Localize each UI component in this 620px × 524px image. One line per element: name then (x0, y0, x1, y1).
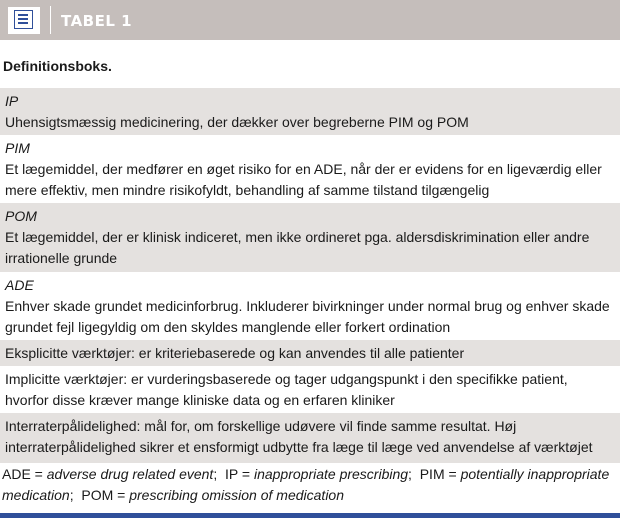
table-row (0, 272, 620, 340)
row-definition: Et lægemiddel, der er klinisk indiceret, men ikke ordineret pga. aldersdiskrimination eller andre irrationelle grunde (5, 229, 590, 266)
row-term: POM (5, 208, 37, 224)
table-row (0, 413, 620, 463)
footnote-abbr: ADE (2, 466, 31, 482)
row-definition: Enhver skade grundet medicinforbrug. Inkluderer bivirkninger under normal brug og enhver skade grundet fejl ligegyldig om den skyldes manglende eller forkert ordination (5, 298, 610, 335)
footnote-expansion: adverse drug related event (46, 466, 214, 482)
table-row (0, 88, 620, 135)
footnote-abbr: PIM (419, 466, 445, 482)
row-definition: Implicitte værktøjer: er vurderingsbaserede og tager udgangspunkt i den specifikke patient, hvorfor disse kræver mange kliniske data og en erfaren kliniker (5, 371, 568, 408)
table-header-bar (0, 0, 620, 40)
row-definition: Uhensigtsmæssig medicinering, der dækker over begreberne PIM og POM (5, 114, 469, 130)
row-definition: Interraterpålidelighed: mål for, om forskellige udøvere vil finde samme resultat. Høj interraterpålidelighed sikrer et ensformigt udbytte fra læge til læge ved anvendelse af værktøjet (5, 418, 593, 455)
table-title: TABEL 1 (61, 12, 133, 30)
table-row (0, 135, 620, 203)
footnote-expansion: inappropriate prescribing (253, 466, 409, 482)
table-caption: Definitionsboks. (3, 58, 112, 74)
table-row (0, 340, 620, 366)
definitions-table (0, 88, 620, 463)
row-definition: Eksplicitte værktøjer: er kriteriebaserede og kan anvendes til alle patienter (5, 345, 465, 361)
row-term: PIM (5, 140, 30, 156)
row-term: ADE (5, 277, 34, 293)
table-row (0, 366, 620, 413)
footnote-abbr: POM (81, 487, 114, 503)
footnote-abbr: IP (225, 466, 238, 482)
abbreviations-footnote: ADE = adverse drug related event; IP = inappropriate prescribing; PIM = potentially inappropriate medication; POM = prescribing omission of medication (2, 466, 610, 503)
document-icon (8, 7, 40, 34)
row-definition: Et lægemiddel, der medfører en øget risiko for en ADE, når der er evidens for en ligeværdig eller mere effektiv, men mindre risikofyldt, behandling af samme tilstand tilgængelig (5, 161, 602, 198)
table-row (0, 203, 620, 272)
footnote-expansion: potentially inappropriate medication (2, 466, 610, 503)
bottom-rule (0, 513, 620, 518)
footnote-expansion: prescribing omission of medication (129, 487, 344, 503)
row-term: IP (5, 93, 19, 109)
header-divider (50, 6, 51, 34)
